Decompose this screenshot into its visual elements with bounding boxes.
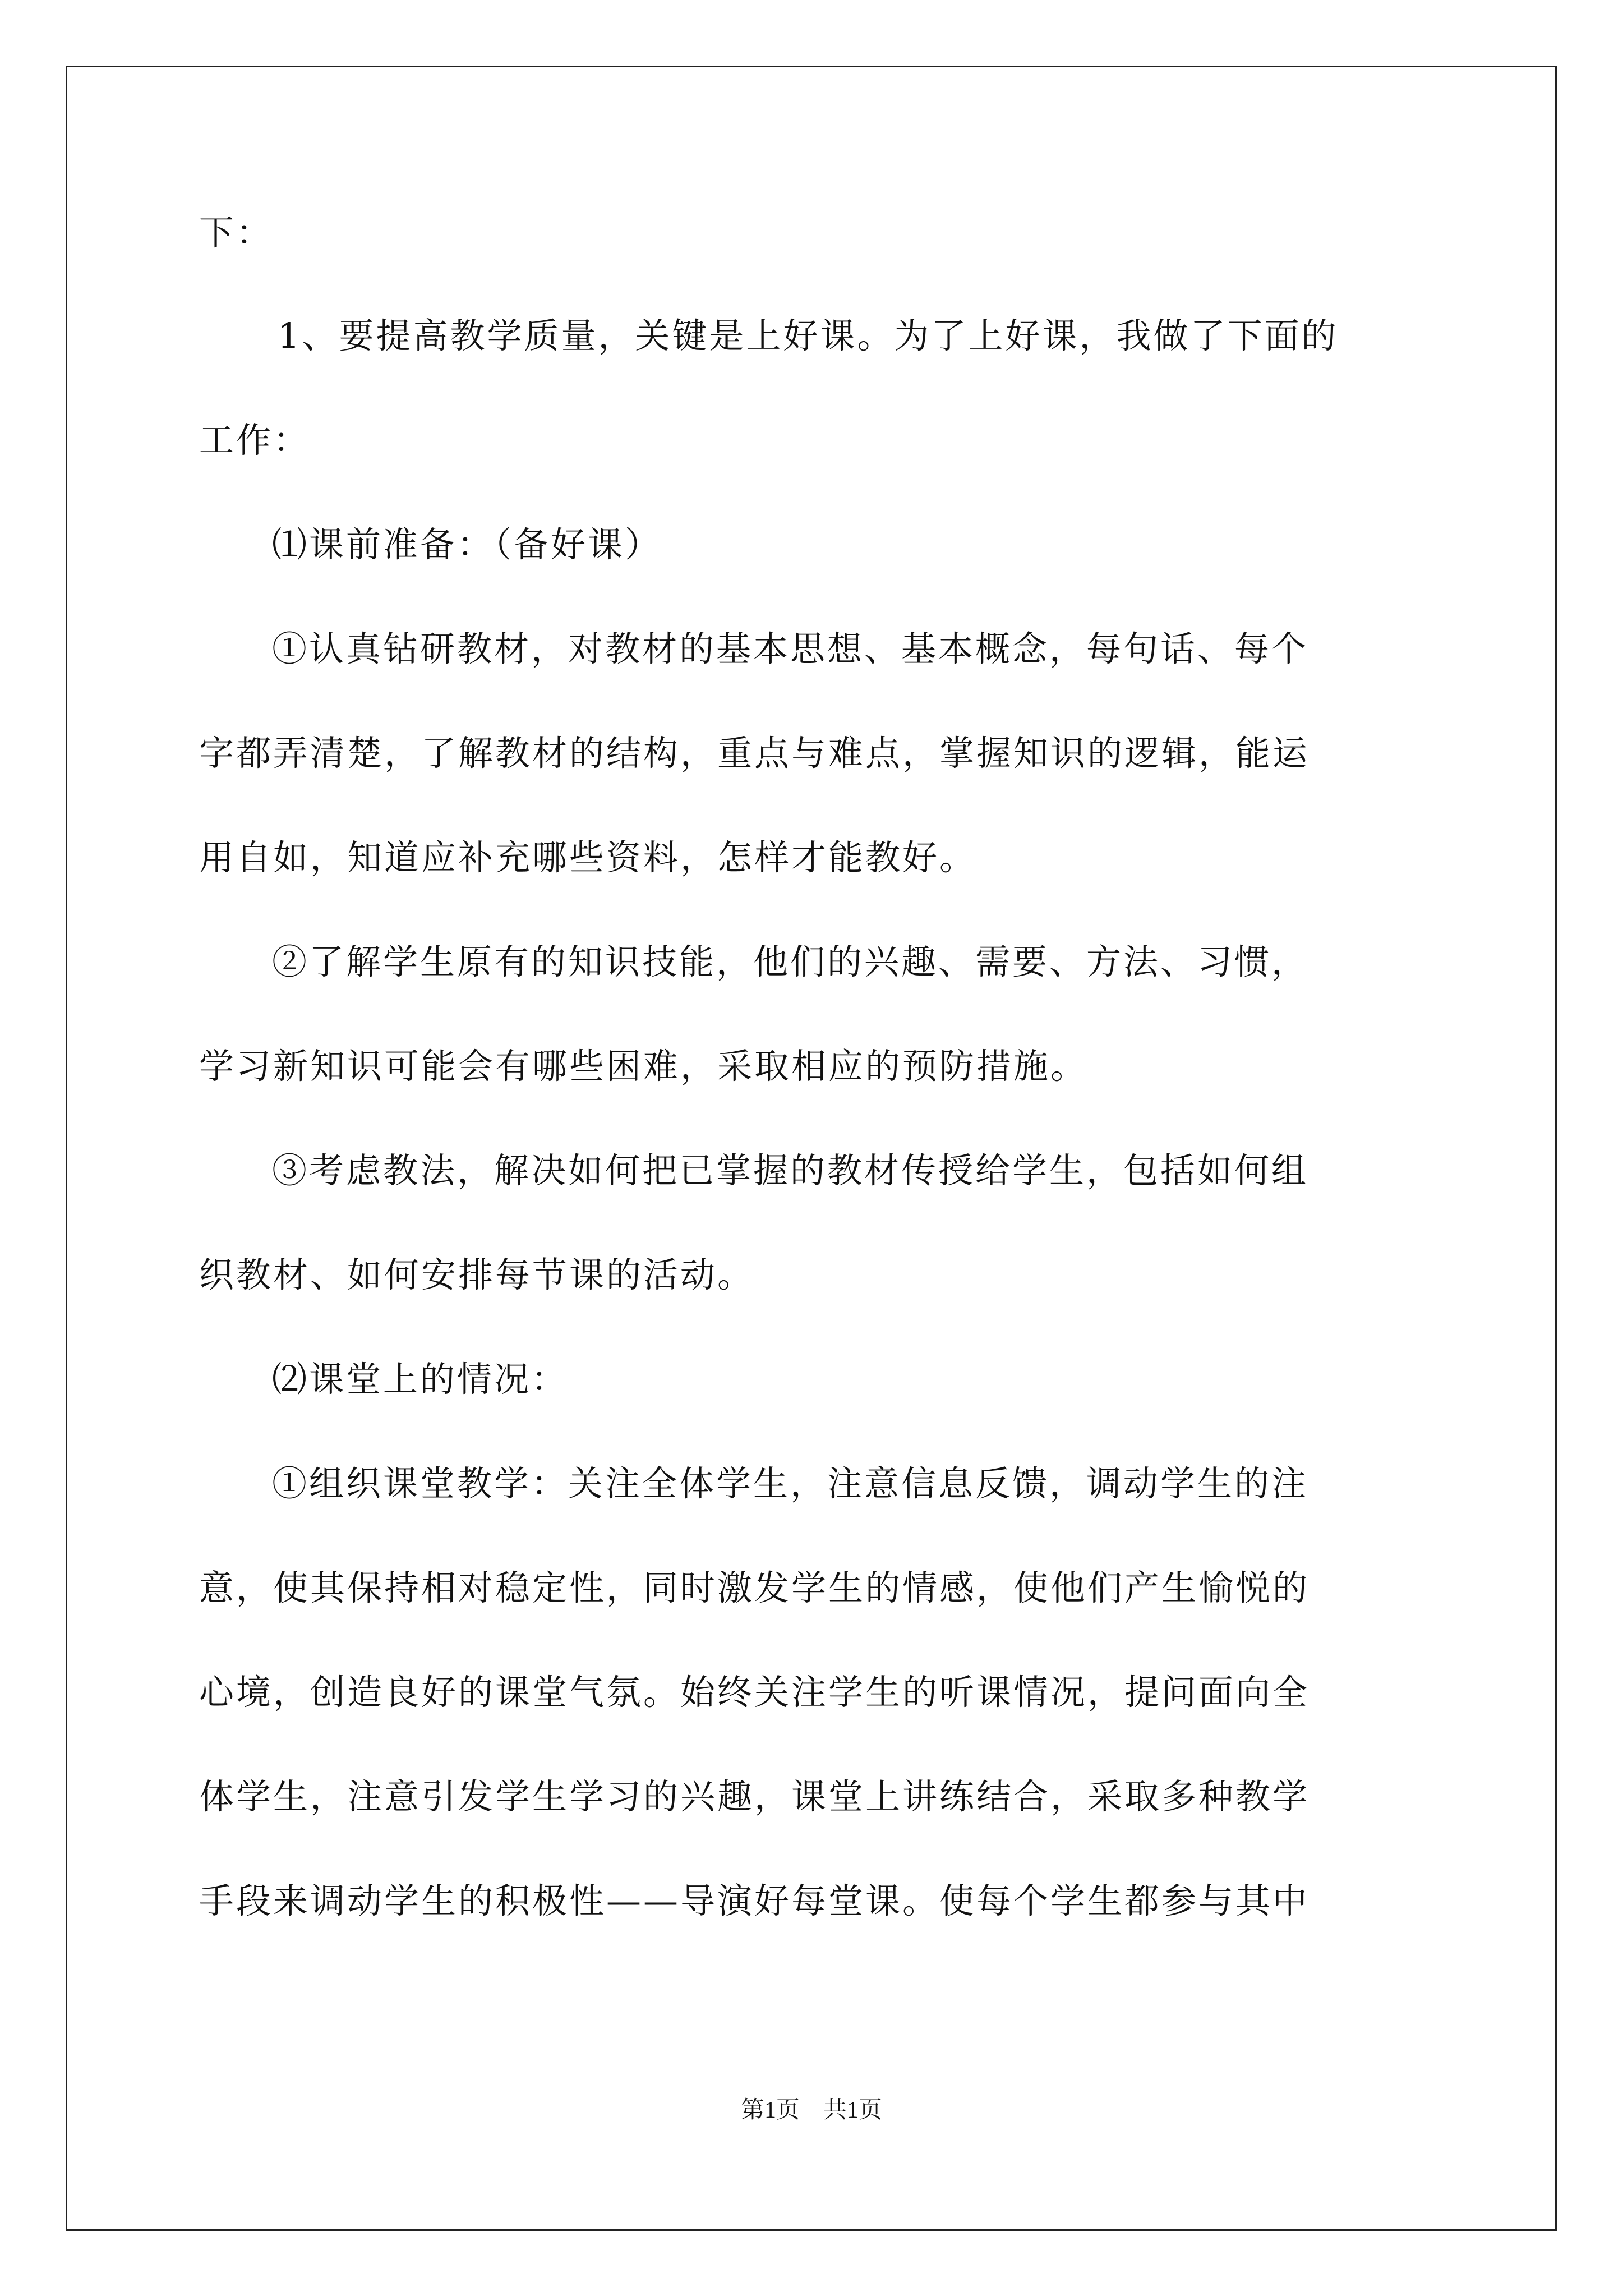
text-line: 用自如，知道应补充哪些资料，怎样才能教好。 <box>199 837 977 878</box>
paragraph-line: ②了解学生原有的知识技能，他们的兴趣、需要、方法、习惯， <box>272 941 1309 982</box>
text-line: 体学生，注意引发学生学习的兴趣，课堂上讲练结合，采取多种教学 <box>199 1776 1310 1817</box>
text-line: 下： <box>199 212 274 253</box>
section-heading: ⑵课堂上的情况： <box>272 1359 569 1400</box>
text-line: 意，使其保持相对稳定性，同时激发学生的情感，使他们产生愉悦的 <box>199 1567 1310 1608</box>
paragraph-line: ①认真钻研教材，对教材的基本思想、基本概念，每句话、每个 <box>272 628 1309 669</box>
paragraph-line: ③考虑教法，解决如何把已掌握的教材传授给学生，包括如何组 <box>272 1150 1309 1191</box>
paragraph-line: ①组织课堂教学：关注全体学生，注意信息反馈，调动学生的注 <box>272 1463 1309 1504</box>
text-line: 织教材、如何安排每节课的活动。 <box>199 1254 755 1295</box>
text-line: 手段来调动学生的积极性——导演好每堂课。使每个学生都参与其中 <box>199 1880 1310 1921</box>
text-line: 工作： <box>199 420 311 461</box>
text-line: 学习新知识可能会有哪些困难，采取相应的预防措施。 <box>199 1046 1088 1087</box>
section-heading: ⑴课前准备：（备好课） <box>272 524 662 565</box>
text-line: 心境，创造良好的课堂气氛。始终关注学生的听课情况，提问面向全 <box>199 1672 1310 1713</box>
page-number-footer: 第1页 共1页 <box>740 2097 882 2123</box>
paragraph-line: 1、要提高教学质量，关键是上好课。为了上好课，我做了下面的 <box>278 315 1339 356</box>
text-line: 字都弄清楚，了解教材的结构，重点与难点，掌握知识的逻辑，能运 <box>199 733 1310 774</box>
